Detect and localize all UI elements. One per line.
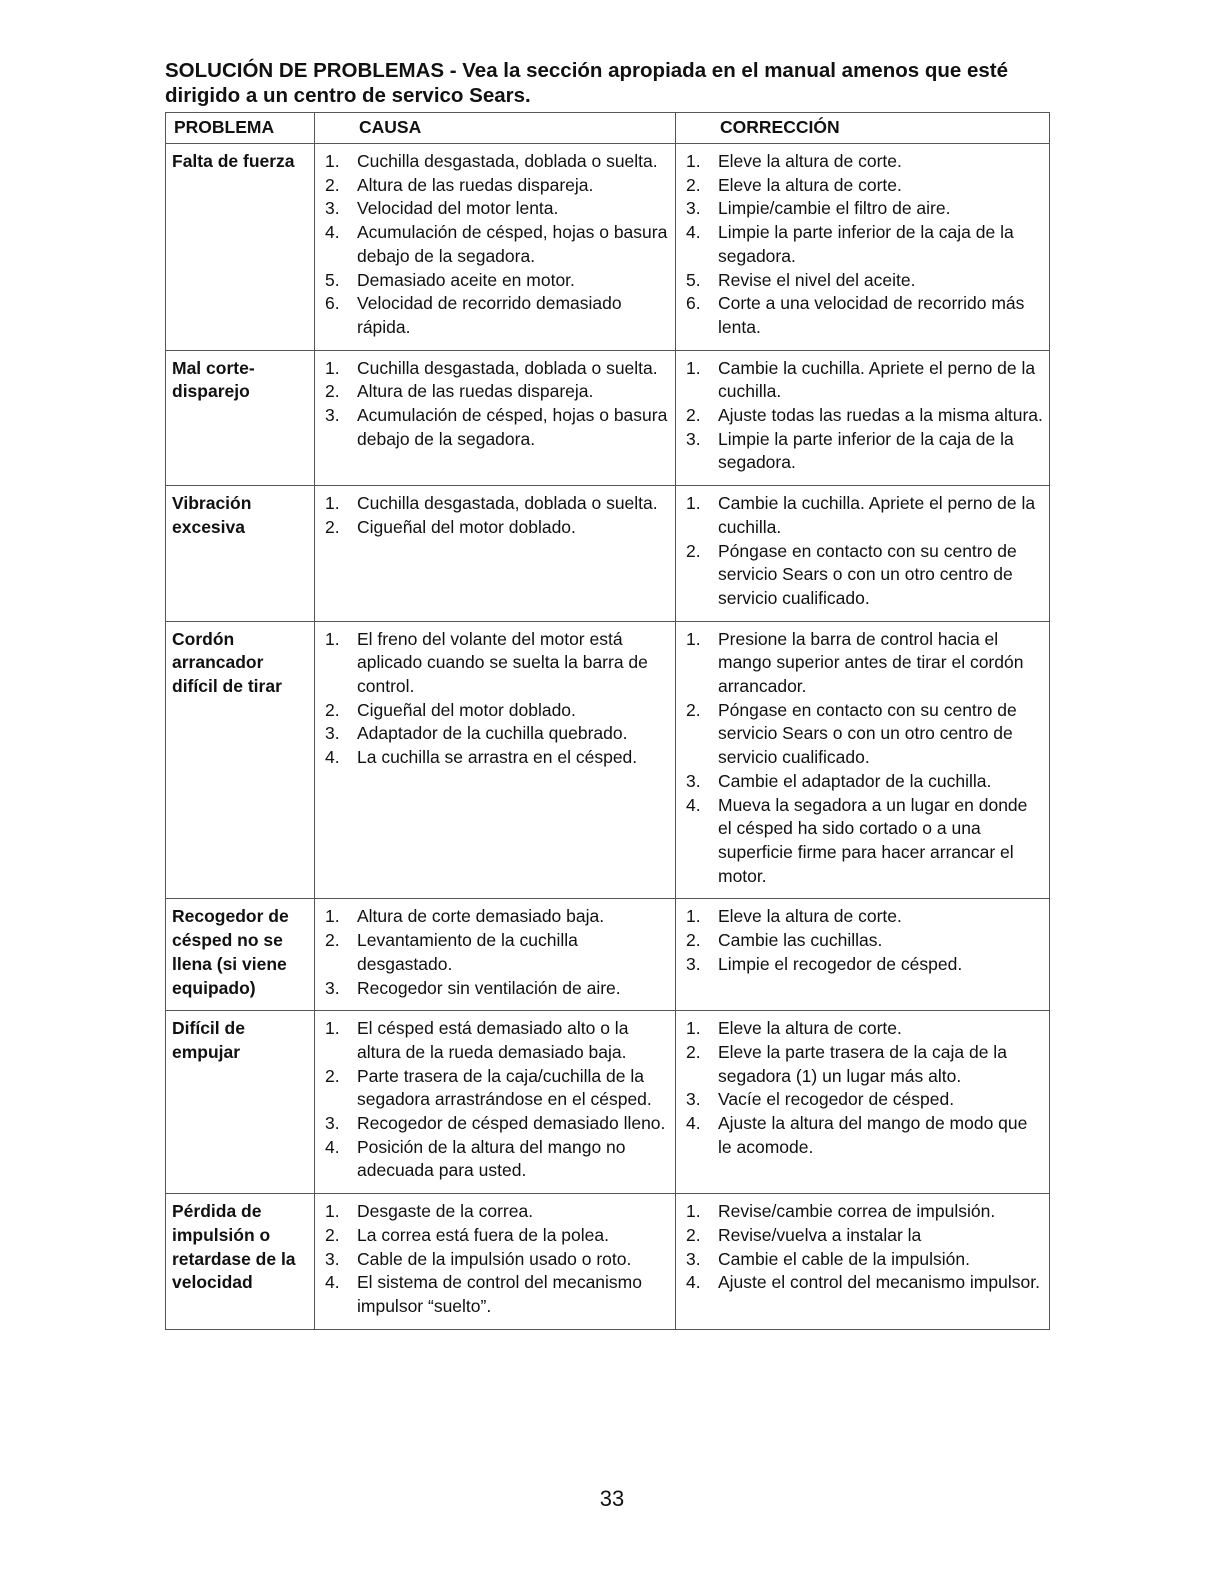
correction-item [686, 404, 1045, 428]
correction-cell [676, 144, 1050, 351]
correction-text: Limpie la parte inferior de la caja de la segadora. [718, 428, 1014, 473]
correction-number: 3. [686, 428, 701, 449]
correction-item [686, 428, 1045, 475]
correction-item [686, 492, 1045, 539]
correction-item [686, 1224, 1045, 1248]
correction-item [686, 1200, 1045, 1224]
cause-cell [315, 350, 676, 486]
correction-list [686, 1200, 1045, 1295]
correction-text: Eleve la altura de corte. [718, 1018, 902, 1039]
cause-text: Recogedor de césped demasiado lleno. [357, 1113, 666, 1134]
correction-text: Revise/cambie correa de impulsión. [718, 1201, 996, 1222]
cause-text: Cigueñal del motor doblado. [357, 699, 576, 720]
cause-number: 3. [325, 977, 340, 998]
correction-item [686, 540, 1045, 611]
cause-text: Acumulación de césped, hojas o basura debajo de la segadora. [357, 405, 668, 449]
correction-text: Limpie/cambie el filtro de aire. [718, 198, 951, 219]
cause-text: El sistema de control del mecanismo impulsor “suelto”. [357, 1272, 642, 1316]
problem-cell: Difícil de empujar [166, 1011, 315, 1194]
correction-number: 2. [686, 1224, 701, 1245]
correction-text: Ajuste todas las ruedas a la misma altura. [718, 405, 1043, 426]
cause-text: Altura de las ruedas dispareja. [357, 174, 594, 195]
cause-item [325, 1112, 671, 1136]
cause-item [325, 1017, 671, 1064]
correction-text: Presione la barra de control hacia el mango superior antes de tirar el cordón arrancador. [718, 628, 1024, 697]
correction-list [686, 1017, 1045, 1159]
correction-text: Póngase en contacto con su centro de servicio Sears o con un otro centro de servicio cualificado. [718, 699, 1017, 768]
cause-number: 1. [325, 151, 340, 171]
cause-list [325, 1017, 671, 1183]
cause-number: 1. [325, 906, 340, 927]
correction-number: 1. [686, 493, 701, 514]
correction-item [686, 357, 1045, 404]
cause-item [325, 492, 671, 516]
cause-item [325, 1200, 671, 1224]
cause-number: 4. [325, 222, 340, 243]
cause-cell [315, 621, 676, 899]
problem-cell: Cordón arrancador difícil de tirar [166, 621, 315, 899]
cause-number: 2. [325, 381, 340, 402]
cause-item [325, 357, 671, 381]
correction-item [686, 292, 1045, 339]
correction-number: 3. [686, 953, 701, 974]
correction-number: 2. [686, 540, 701, 561]
correction-text: Limpie el recogedor de césped. [718, 953, 963, 974]
correction-cell [676, 621, 1050, 899]
correction-list [686, 150, 1045, 340]
table-row [166, 1194, 1050, 1330]
cause-item [325, 1136, 671, 1183]
correction-item [686, 1112, 1045, 1159]
correction-number: 2. [686, 1041, 701, 1062]
cause-text: Velocidad de recorrido demasiado rápida. [357, 293, 622, 337]
cause-number: 3. [325, 1248, 340, 1269]
correction-number: 4. [686, 222, 701, 243]
cause-item [325, 929, 671, 976]
cause-text: Levantamiento de la cuchilla desgastado. [357, 930, 578, 974]
troubleshooting-table [165, 112, 1050, 1330]
correction-text: Eleve la altura de corte. [718, 174, 902, 195]
correction-text: Cambie el cable de la impulsión. [718, 1248, 970, 1269]
correction-list [686, 628, 1045, 889]
cause-number: 1. [325, 357, 340, 378]
table-row [166, 350, 1050, 486]
cause-item [325, 221, 671, 268]
correction-item [686, 221, 1045, 268]
correction-number: 1. [686, 906, 701, 927]
cause-text: Cable de la impulsión usado o roto. [357, 1248, 632, 1269]
cause-list [325, 150, 671, 340]
cause-number: 2. [325, 516, 340, 537]
cause-text: Parte trasera de la caja/cuchilla de la segadora arrastrándose en el césped. [357, 1065, 652, 1110]
correction-item [686, 1017, 1045, 1041]
table-header-row [166, 113, 1050, 144]
correction-item [686, 628, 1045, 699]
cause-number: 2. [325, 930, 340, 951]
cause-text: Cuchilla desgastada, doblada o suelta. [357, 493, 658, 514]
correction-number: 1. [686, 1201, 701, 1222]
cause-list [325, 1200, 671, 1319]
cause-item [325, 1248, 671, 1272]
cause-text: Acumulación de césped, hojas o basura debajo de la segadora. [357, 222, 668, 266]
cause-list [325, 905, 671, 1000]
cause-item [325, 269, 671, 293]
correction-number: 1. [686, 151, 701, 171]
correction-text: Mueva la segadora a un lugar en donde el césped ha sido cortado o a una superficie firme para hacer arrancar el motor. [718, 794, 1028, 886]
cause-item [325, 1271, 671, 1318]
cause-number: 4. [325, 747, 340, 768]
correction-text: Vacíe el recogedor de césped. [718, 1089, 955, 1110]
table-body [166, 144, 1050, 1330]
cause-item [325, 174, 671, 198]
cause-text: Cuchilla desgastada, doblada o suelta. [357, 151, 658, 171]
table-row [166, 899, 1050, 1011]
correction-number: 1. [686, 628, 701, 649]
correction-item [686, 770, 1045, 794]
correction-item [686, 794, 1045, 889]
cause-text: Recogedor sin ventilación de aire. [357, 977, 621, 998]
cause-item [325, 404, 671, 451]
cause-number: 1. [325, 493, 340, 514]
cause-text: Posición de la altura del mango no adecuada para usted. [357, 1136, 626, 1181]
correction-number: 4. [686, 1113, 701, 1134]
header-cause: CAUSA [315, 113, 676, 144]
correction-item [686, 1248, 1045, 1272]
cause-number: 3. [325, 723, 340, 744]
problem-cell: Vibración excesiva [166, 486, 315, 622]
cause-text: Cigueñal del motor doblado. [357, 516, 576, 537]
table-row [166, 144, 1050, 351]
cause-number: 5. [325, 269, 340, 290]
cause-item [325, 1065, 671, 1112]
correction-item [686, 1041, 1045, 1088]
cause-text: La cuchilla se arrastra en el césped. [357, 747, 638, 768]
correction-text: Revise el nivel del aceite. [718, 269, 916, 290]
cause-item [325, 722, 671, 746]
cause-cell [315, 1194, 676, 1330]
correction-number: 3. [686, 1248, 701, 1269]
correction-number: 4. [686, 1272, 701, 1293]
cause-item [325, 516, 671, 540]
correction-number: 1. [686, 357, 701, 378]
problem-cell: Recogedor de césped no se llena (si viene equipado) [166, 899, 315, 1011]
correction-item [686, 1088, 1045, 1112]
correction-item [686, 269, 1045, 293]
cause-text: Adaptador de la cuchilla quebrado. [357, 723, 628, 744]
cause-item [325, 150, 671, 174]
cause-number: 1. [325, 1018, 340, 1039]
correction-text: Cambie el adaptador de la cuchilla. [718, 770, 992, 791]
troubleshooting-page [165, 58, 1049, 1330]
correction-item [686, 905, 1045, 929]
correction-item [686, 929, 1045, 953]
table-row [166, 621, 1050, 899]
correction-number: 6. [686, 293, 701, 314]
cause-item [325, 905, 671, 929]
cause-list [325, 357, 671, 452]
correction-text: Eleve la altura de corte. [718, 906, 902, 927]
correction-item [686, 150, 1045, 174]
correction-cell [676, 350, 1050, 486]
correction-item [686, 1271, 1045, 1295]
cause-number: 4. [325, 1136, 340, 1157]
cause-number: 1. [325, 628, 340, 649]
cause-item [325, 197, 671, 221]
correction-text: Eleve la altura de corte. [718, 151, 902, 171]
correction-text: Limpie la parte inferior de la caja de la segadora. [718, 222, 1014, 266]
cause-number: 3. [325, 198, 340, 219]
cause-cell [315, 899, 676, 1011]
cause-text: Velocidad del motor lenta. [357, 198, 559, 219]
correction-text: Cambie las cuchillas. [718, 930, 883, 951]
cause-item [325, 1224, 671, 1248]
cause-text: Demasiado aceite en motor. [357, 269, 575, 290]
problem-cell: Mal corte- disparejo [166, 350, 315, 486]
correction-item [686, 953, 1045, 977]
cause-text: Desgaste de la correa. [357, 1201, 534, 1222]
cause-number: 3. [325, 1113, 340, 1134]
header-correction: CORRECCIÓN [676, 113, 1050, 144]
table-row [166, 486, 1050, 622]
page-title: SOLUCIÓN DE PROBLEMAS - Vea la sección apropiada en el manual amenos que esté dirigido a un centro de servico Sears. [165, 59, 1009, 107]
correction-text: Cambie la cuchilla. Apriete el perno de la cuchilla. [718, 357, 1036, 402]
correction-cell [676, 1011, 1050, 1194]
cause-list [325, 628, 671, 770]
correction-number: 3. [686, 1089, 701, 1110]
cause-item [325, 628, 671, 699]
cause-item [325, 292, 671, 339]
correction-number: 4. [686, 794, 701, 815]
correction-cell [676, 899, 1050, 1011]
correction-number: 3. [686, 198, 701, 219]
table-row [166, 1011, 1050, 1194]
correction-number: 3. [686, 770, 701, 791]
cause-number: 4. [325, 1272, 340, 1293]
correction-number: 2. [686, 405, 701, 426]
correction-list [686, 492, 1045, 611]
cause-text: Cuchilla desgastada, doblada o suelta. [357, 357, 658, 378]
cause-item [325, 380, 671, 404]
correction-text: Cambie la cuchilla. Apriete el perno de la cuchilla. [718, 493, 1036, 537]
correction-text: Corte a una velocidad de recorrido más lenta. [718, 293, 1025, 337]
correction-item [686, 174, 1045, 198]
correction-cell [676, 1194, 1050, 1330]
cause-cell [315, 144, 676, 351]
problem-cell: Pérdida de impulsión o retardase de la velocidad [166, 1194, 315, 1330]
cause-text: El freno del volante del motor está aplicado cuando se suelta la barra de control. [357, 628, 648, 697]
cause-item [325, 746, 671, 770]
cause-item [325, 977, 671, 1001]
cause-text: Altura de corte demasiado baja. [357, 906, 605, 927]
cause-text: El césped está demasiado alto o la altura de la rueda demasiado baja. [357, 1018, 629, 1062]
correction-cell [676, 486, 1050, 622]
cause-cell [315, 1011, 676, 1194]
correction-list [686, 905, 1045, 976]
cause-number: 2. [325, 1065, 340, 1086]
cause-text: La correa está fuera de la polea. [357, 1224, 609, 1245]
cause-list [325, 492, 671, 539]
cause-number: 2. [325, 1224, 340, 1245]
cause-number: 2. [325, 699, 340, 720]
correction-text: Revise/vuelva a instalar la [718, 1224, 922, 1245]
correction-text: Eleve la parte trasera de la caja de la segadora (1) un lugar más alto. [718, 1041, 1007, 1086]
problem-cell: Falta de fuerza [166, 144, 315, 351]
correction-text: Ajuste el control del mecanismo impulsor. [718, 1272, 1040, 1293]
correction-number: 2. [686, 699, 701, 720]
cause-cell [315, 486, 676, 622]
correction-text: Ajuste la altura del mango de modo que le acomode. [718, 1113, 1028, 1157]
correction-list [686, 357, 1045, 476]
correction-number: 1. [686, 1018, 701, 1039]
cause-number: 2. [325, 174, 340, 195]
cause-number: 3. [325, 405, 340, 426]
header-problem: PROBLEMA [166, 113, 315, 144]
correction-item [686, 699, 1045, 770]
cause-number: 1. [325, 1201, 340, 1222]
correction-item [686, 197, 1045, 221]
correction-number: 2. [686, 174, 701, 195]
cause-item [325, 699, 671, 723]
correction-number: 5. [686, 269, 701, 290]
page-number: 33 [599, 1486, 625, 1511]
cause-text: Altura de las ruedas dispareja. [357, 381, 594, 402]
correction-text: Póngase en contacto con su centro de servicio Sears o con un otro centro de servicio cualificado. [718, 540, 1017, 608]
correction-number: 2. [686, 930, 701, 951]
cause-number: 6. [325, 293, 340, 314]
